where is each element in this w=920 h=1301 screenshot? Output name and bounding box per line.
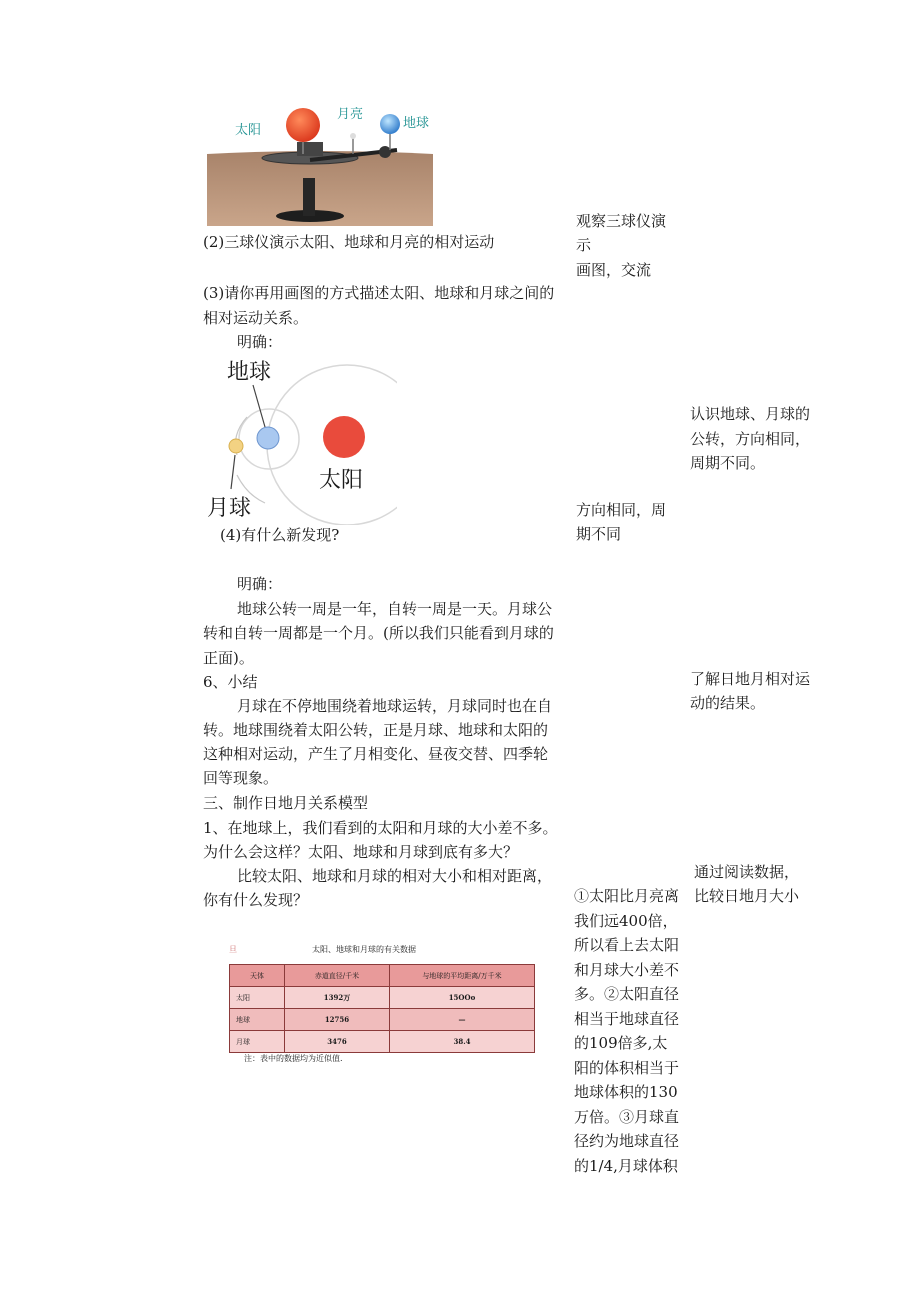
table-cell: — xyxy=(390,1009,535,1031)
table-cell: 38.4 xyxy=(390,1031,535,1053)
table-cell: 月球 xyxy=(230,1031,285,1053)
summary-heading: 6、小结 xyxy=(203,673,258,691)
col2-line-a2: 示 xyxy=(576,236,592,254)
earth-globe xyxy=(380,114,400,134)
finding-line-2: 转和自转一周都是一个月。(所以我们只能看到月球的 xyxy=(203,624,554,642)
table-row xyxy=(230,987,535,1009)
finding-line-3: 正面)。 xyxy=(203,649,254,667)
diagram-sun xyxy=(323,416,365,458)
table-cell: 15OOo xyxy=(390,987,535,1009)
col2-data-findings: ①太阳比月亮离我们远400倍，所以看上去太阳和月球大小差不多。②太阳直径相当于地球直径的109倍多,太阳的体积相当于地球体积的130万倍。③月球直径约为地球直径的1/4,月球体积 xyxy=(574,887,679,1175)
col3-line-c2: 比较日地月大小 xyxy=(694,887,800,905)
table-note: 注：表中的数据均为近似值. xyxy=(244,1054,343,1063)
summary-line-3: 这种相对运动，产生了月相变化、昼夜交替、四季轮 xyxy=(203,745,549,763)
photo-label-sun: 太阳 xyxy=(235,123,262,138)
clarify-label-2: 明确： xyxy=(237,575,283,593)
table-title: 太阳、地球和月球的有关数据 xyxy=(312,945,416,954)
item-2-text: (2)三球仪演示太阳、地球和月亮的相对运动 xyxy=(203,233,495,251)
diagram-label-sun: 太阳 xyxy=(319,468,364,493)
diagram-label-earth: 地球 xyxy=(227,360,272,385)
table-header-row xyxy=(230,965,535,987)
finding-line-1: 地球公转一周是一年，自转一周是一天。月球公 xyxy=(237,600,553,618)
sun-globe xyxy=(286,108,320,142)
section-3-heading: 三、制作日地月关系模型 xyxy=(203,794,369,812)
data-table xyxy=(229,964,535,1053)
col2-line-b2: 期不同 xyxy=(576,525,622,543)
col2-line-b1: 方向相同，周 xyxy=(576,501,667,519)
col3-line-a3: 周期不同。 xyxy=(690,454,766,472)
summary-line-2: 转。地球围绕着太阳公转，正是月球、地球和太阳的 xyxy=(203,721,549,739)
col3-line-a1: 认识地球、月球的 xyxy=(690,405,811,423)
col2-line-a1: 观察三球仪演 xyxy=(576,212,667,230)
table-mark: 旦 xyxy=(229,945,237,954)
table-cell: 1392万 xyxy=(285,987,390,1009)
table-header: 赤道直径/千米 xyxy=(285,965,390,987)
orbit-diagram xyxy=(207,355,397,525)
table-header: 天体 xyxy=(230,965,285,987)
table-cell: 3476 xyxy=(285,1031,390,1053)
question-1-line-4: 你有什么发现？ xyxy=(203,891,309,909)
diagram-label-moon: 月球 xyxy=(207,496,252,521)
table-row xyxy=(230,1031,535,1053)
summary-line-1: 月球在不停地围绕着地球运转，月球同时也在自 xyxy=(237,697,553,715)
summary-line-4: 回等现象。 xyxy=(203,769,279,787)
col3-line-b1: 了解日地月相对运 xyxy=(690,670,811,688)
col3-line-c1: 通过阅读数据， xyxy=(694,863,800,881)
question-1-line-3: 比较太阳、地球和月球的相对大小和相对距离， xyxy=(237,867,553,885)
table-header: 与地球的平均距离/万千米 xyxy=(390,965,535,987)
photo-label-moon: 月亮 xyxy=(337,107,364,122)
photo-label-earth: 地球 xyxy=(403,116,430,131)
item-3-line-1: (3)请你再用画图的方式描述太阳、地球和月球之间的 xyxy=(203,284,555,302)
item-4-text: (4)有什么新发现? xyxy=(220,526,340,544)
item-3-line-2: 相对运动关系。 xyxy=(203,309,309,327)
question-1-line-1: 1、在地球上，我们看到的太阳和月球的大小差不多。 xyxy=(203,819,558,837)
table-cell: 12756 xyxy=(285,1009,390,1031)
table-row xyxy=(230,1009,535,1031)
table-cell: 地球 xyxy=(230,1009,285,1031)
diagram-earth xyxy=(257,427,279,449)
clarify-label-1: 明确： xyxy=(237,333,283,351)
col2-line-a3: 画图，交流 xyxy=(576,261,652,279)
question-1-line-2: 为什么会这样？太阳、地球和月球到底有多大？ xyxy=(203,843,519,861)
moon-globe xyxy=(350,133,356,139)
tellurion-photo xyxy=(207,98,433,226)
diagram-moon xyxy=(229,439,243,453)
col3-line-b2: 动的结果。 xyxy=(690,694,766,712)
col3-line-a2: 公转，方向相同， xyxy=(690,430,811,448)
table-cell: 太阳 xyxy=(230,987,285,1009)
